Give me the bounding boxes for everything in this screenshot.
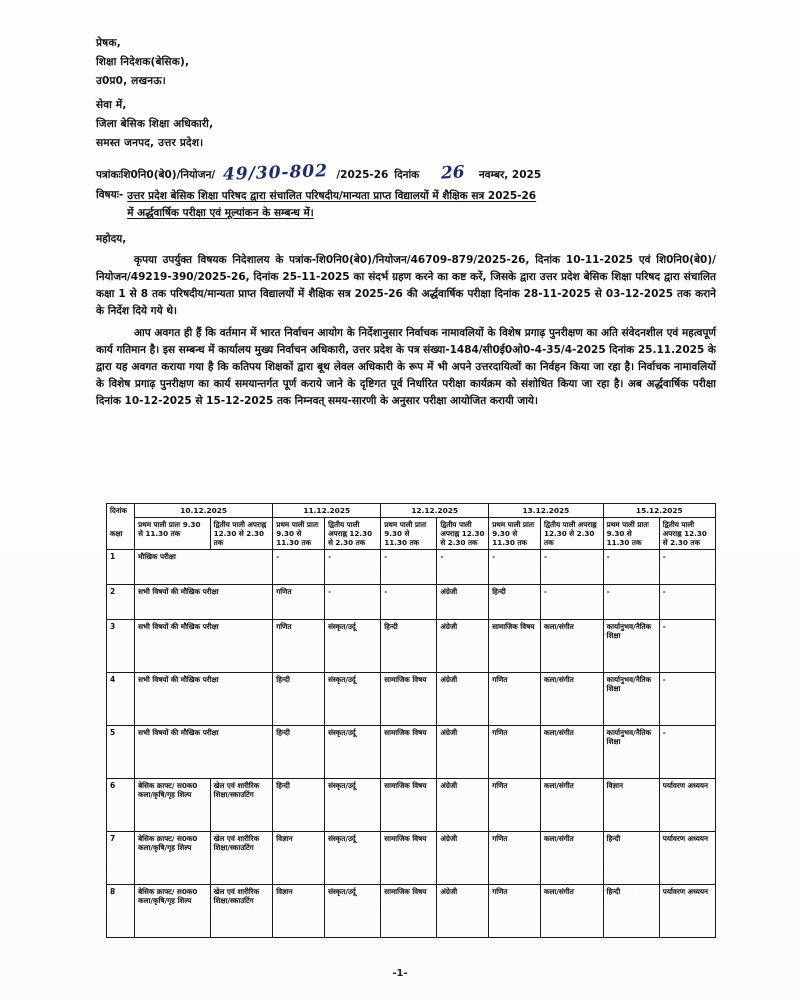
from-line-1: शिक्षा निदेशक(बेसिक), — [96, 55, 190, 68]
row-class-number: 2 — [107, 585, 135, 620]
reference-line — [96, 161, 716, 187]
table-cell: विज्ञान — [603, 779, 659, 832]
table-cell: बेसिक क्राफ्ट/ स0क0 कला/कृषि/गृह शिल्प — [135, 779, 211, 832]
table-cell: गणित — [489, 832, 541, 885]
shift-header-7: प्रथम पाली प्रातः 9.30 से 11.30 तक — [489, 518, 541, 550]
table-cell: हिन्दी — [273, 726, 325, 779]
table-cell: हिन्दी — [603, 832, 659, 885]
table-cell: विज्ञान — [273, 832, 325, 885]
table-cell: - — [603, 550, 659, 585]
row-class-number: 5 — [107, 726, 135, 779]
timetable-body — [107, 550, 716, 938]
table-cell: खेल एवं शारीरिक शिक्षा/स्काउटिंग — [210, 885, 273, 938]
table-cell: अंग्रेजी — [437, 620, 489, 673]
letter-body — [96, 36, 716, 410]
table-cell: संस्कृत/उर्दू — [325, 620, 381, 673]
table-cell: अंग्रेजी — [437, 832, 489, 885]
table-cell: अंग्रेजी — [437, 585, 489, 620]
table-cell: - — [541, 585, 604, 620]
exam-timetable — [106, 503, 716, 938]
table-cell: - — [659, 585, 715, 620]
from-block — [96, 36, 716, 89]
table-cell: - — [603, 585, 659, 620]
table-cell: - — [325, 550, 381, 585]
table-cell: कला/संगीत — [541, 726, 604, 779]
to-label: सेवा में, — [96, 99, 127, 112]
cell-oral-exam: सभी विषयों की मौखिक परीक्षा — [135, 726, 273, 779]
shift-header-9: प्रथम पाली प्रातः 9.30 से 11.30 तक — [603, 518, 659, 550]
table-cell: बेसिक क्राफ्ट/ स0क0 कला/कृषि/गृह शिल्प — [135, 832, 211, 885]
subject-line — [96, 188, 716, 223]
table-cell: पर्यावरण अध्ययन — [659, 779, 715, 832]
table-cell: - — [273, 550, 325, 585]
shift-header-10: द्वितीय पाली अपराह्न 12.30 से 2.30 तक — [659, 518, 715, 550]
table-cell: हिन्दी — [489, 585, 541, 620]
table-cell: - — [381, 550, 437, 585]
date-header-1: 10.12.2025 — [135, 504, 273, 518]
shift-header-6: द्वितीय पाली अपराह्न 12.30 से 2.30 तक — [437, 518, 489, 550]
table-cell: - — [659, 673, 715, 726]
paragraph-1: कृपया उपर्युक्त विषयक निदेशालय के पत्रांक-शि0नि0(बे0)/नियोजन/46709-879/2025-26, दिनांक 10-11-2025 एवं शि0नि0(बे0)/नियोजन/49219-390/2025-26, दिनांक 25-11-2025 का संदर्भ ग्रहण करने का कष्ट करें, जिसके द्वारा उत्तर प्रदेश बेसिक शिक्षा परिषद द्वारा संचालित कक्षा 1 से 8 तक परिषदीय/मान्यता प्राप्त विद्यालयों में शैक्षिक सत्र 2025-26 की अर्द्धवार्षिक परीक्षा दिनांक 28-11-2025 से 03-12-2025 तक कराने के निर्देश दिये गये थे। — [96, 254, 716, 318]
table-cell: अंग्रेजी — [437, 726, 489, 779]
from-label: प्रेषक, — [96, 37, 121, 49]
date-header-5: 15.12.2025 — [603, 504, 715, 518]
table-cell: - — [381, 585, 437, 620]
row-class-number: 3 — [107, 620, 135, 673]
reference-handwritten-number: 49/30-802 — [222, 160, 329, 185]
table-cell: अंग्रेजी — [437, 779, 489, 832]
row-class-number: 6 — [107, 779, 135, 832]
table-row — [107, 832, 716, 885]
row-class-number: 8 — [107, 885, 135, 938]
timetable-container — [106, 503, 716, 938]
row-class-number: 7 — [107, 832, 135, 885]
salutation: महोदय, — [96, 232, 127, 245]
table-cell: कला/संगीत — [541, 779, 604, 832]
table-cell: कला/संगीत — [541, 620, 604, 673]
cell-oral-exam: मौखिक परीक्षा — [135, 550, 273, 585]
table-cell: सामाजिक विषय — [381, 673, 437, 726]
table-row — [107, 620, 716, 673]
cell-oral-exam: सभी विषयों की मौखिक परीक्षा — [135, 620, 273, 673]
table-cell: सामाजिक विषय — [381, 726, 437, 779]
page-number: -1- — [392, 968, 408, 979]
reference-label: पत्रांकः — [96, 168, 121, 181]
shift-header-2: द्वितीय पाली अपराह्न 12.30 से 2.30 तक — [210, 518, 273, 550]
reference-prefix: शि0नि0(बे0)/नियोजन/ — [120, 168, 216, 181]
shift-header-8: द्वितीय पाली अपराह्न 12.30 से 2.30 तक — [541, 518, 604, 550]
table-cell: पर्यावरण अध्ययन — [659, 832, 715, 885]
table-cell: कार्यानुभव/नैतिक शिक्षा — [603, 673, 659, 726]
date-header-4: 13.12.2025 — [489, 504, 603, 518]
corner-header-date: दिनांक — [110, 506, 128, 515]
shift-header-4: द्वितीय पाली अपराह्न 12.30 से 2.30 तक — [325, 518, 381, 550]
table-cell: सामाजिक विषय — [381, 779, 437, 832]
table-cell: सामाजिक विषय — [381, 885, 437, 938]
table-cell: गणित — [273, 585, 325, 620]
table-cell: गणित — [489, 885, 541, 938]
reference-suffix: /2025-26 — [336, 168, 389, 181]
table-cell: कला/संगीत — [541, 885, 604, 938]
timetable-corner-header — [107, 504, 135, 550]
paragraph-2: आप अवगत ही हैं कि वर्तमान में भारत निर्वाचन आयोग के निर्देशानुसार निर्वाचक नामावलियों के विशेष प्रगाढ़ पुनरीक्षण का अति संवेदनशील एवं महत्वपूर्ण कार्य गतिमान है। इस सम्बन्ध में कार्यालय मुख्य निर्वाचन अधिकारी, उत्तर प्रदेश के पत्र संख्या-1484/सी0ई0ओ0-4-35/4-2025 दिनांक 25.11.2025 के द्वारा यह अवगत कराया गया है कि कतिपय शिक्षकों द्वारा बूथ लेवल अधिकारी के रूप में भी अपने उत्तरदायित्वों का निर्वहन किया जा रहा है। निर्वाचक नामावलियों के विशेष प्रगाढ़ पुनरीक्षण का कार्य समयान्तर्गत पूर्ण कराये जाने के दृष्टिगत पूर्व निर्धारित परीक्षा कार्यक्रम को संशोधित किया जा रहा है। अब अर्द्धवार्षिक परीक्षा दिनांक 10-12-2025 से 15-12-2025 तक निम्नवत् समय-सारणी के अनुसार परीक्षा आयोजित करायी जाये। — [96, 327, 716, 408]
table-cell: संस्कृत/उर्दू — [325, 673, 381, 726]
from-line-2: उ0प्र0, लखनऊ। — [96, 74, 166, 87]
shift-header-5: प्रथम पाली प्रातः 9.30 से 11.30 तक — [381, 518, 437, 550]
date-header-3: 12.12.2025 — [381, 504, 489, 518]
to-line-2: समस्त जनपद, उत्तर प्रदेश। — [96, 136, 204, 149]
table-cell: अंग्रेजी — [437, 673, 489, 726]
table-cell: खेल एवं शारीरिक शिक्षा/स्काउटिंग — [210, 832, 273, 885]
table-cell: - — [659, 726, 715, 779]
cell-oral-exam: सभी विषयों की मौखिक परीक्षा — [135, 585, 273, 620]
timetable-shift-header-row — [107, 518, 716, 550]
subject-text — [127, 188, 716, 223]
table-cell: - — [659, 620, 715, 673]
corner-header-class: कक्षा — [110, 529, 123, 538]
table-row — [107, 885, 716, 938]
table-cell: सामाजिक विषय — [381, 832, 437, 885]
to-line-1: जिला बेसिक शिक्षा अधिकारी, — [96, 118, 214, 130]
reference-month-year: नवम्बर, 2025 — [478, 168, 542, 181]
table-cell: - — [541, 550, 604, 585]
table-cell: खेल एवं शारीरिक शिक्षा/स्काउटिंग — [210, 779, 273, 832]
shift-header-1: प्रथम पाली प्रातः 9.30 से 11.30 तक — [135, 518, 211, 550]
table-cell: संस्कृत/उर्दू — [325, 885, 381, 938]
table-cell: कला/संगीत — [541, 832, 604, 885]
subject-text-line-2: में अर्द्धवार्षिक परीक्षा एवं मूल्यांकन के सम्बन्ध में। — [127, 207, 314, 220]
table-row — [107, 585, 716, 620]
table-cell: हिन्दी — [273, 779, 325, 832]
table-cell: कार्यानुभव/नैतिक शिक्षा — [603, 620, 659, 673]
table-row — [107, 550, 716, 585]
table-cell: हिन्दी — [273, 673, 325, 726]
table-cell: विज्ञान — [273, 885, 325, 938]
row-class-number: 4 — [107, 673, 135, 726]
subject-text-line-1: उत्तर प्रदेश बेसिक शिक्षा परिषद द्वारा संचालित परिषदीय/मान्यता प्राप्त विद्यालयों में शैक्षिक सत्र 2025-26 — [127, 190, 537, 202]
table-row — [107, 673, 716, 726]
table-cell: अंग्रेजी — [437, 885, 489, 938]
table-cell: कला/संगीत — [541, 673, 604, 726]
table-cell: - — [325, 585, 381, 620]
table-cell: - — [437, 550, 489, 585]
table-row — [107, 779, 716, 832]
table-cell: गणित — [273, 620, 325, 673]
cell-oral-exam: सभी विषयों की मौखिक परीक्षा — [135, 673, 273, 726]
timetable-head — [107, 504, 716, 550]
table-cell: - — [659, 550, 715, 585]
reference-handwritten-day: 26 — [440, 161, 466, 184]
table-cell: संस्कृत/उर्दू — [325, 832, 381, 885]
timetable-date-header-row — [107, 504, 716, 518]
row-class-number: 1 — [107, 550, 135, 585]
table-cell: पर्यावरण अध्ययन — [659, 885, 715, 938]
date-header-2: 11.12.2025 — [273, 504, 381, 518]
table-cell: संस्कृत/उर्दू — [325, 726, 381, 779]
table-cell: संस्कृत/उर्दू — [325, 779, 381, 832]
table-cell: सामाजिक विषय — [489, 620, 541, 673]
shift-header-3: प्रथम पाली प्रातः 9.30 से 11.30 तक — [273, 518, 325, 550]
table-row — [107, 726, 716, 779]
table-cell: बेसिक क्राफ्ट/ स0क0 कला/कृषि/गृह शिल्प — [135, 885, 211, 938]
table-cell: हिन्दी — [603, 885, 659, 938]
subject-label: विषयः- — [96, 189, 124, 201]
to-block — [96, 98, 716, 151]
table-cell: गणित — [489, 673, 541, 726]
table-cell: गणित — [489, 779, 541, 832]
reference-date-label: दिनांक — [394, 168, 420, 181]
table-cell: - — [489, 550, 541, 585]
table-cell: कार्यानुभव/नैतिक शिक्षा — [603, 726, 659, 779]
table-cell: हिन्दी — [381, 620, 437, 673]
table-cell: गणित — [489, 726, 541, 779]
